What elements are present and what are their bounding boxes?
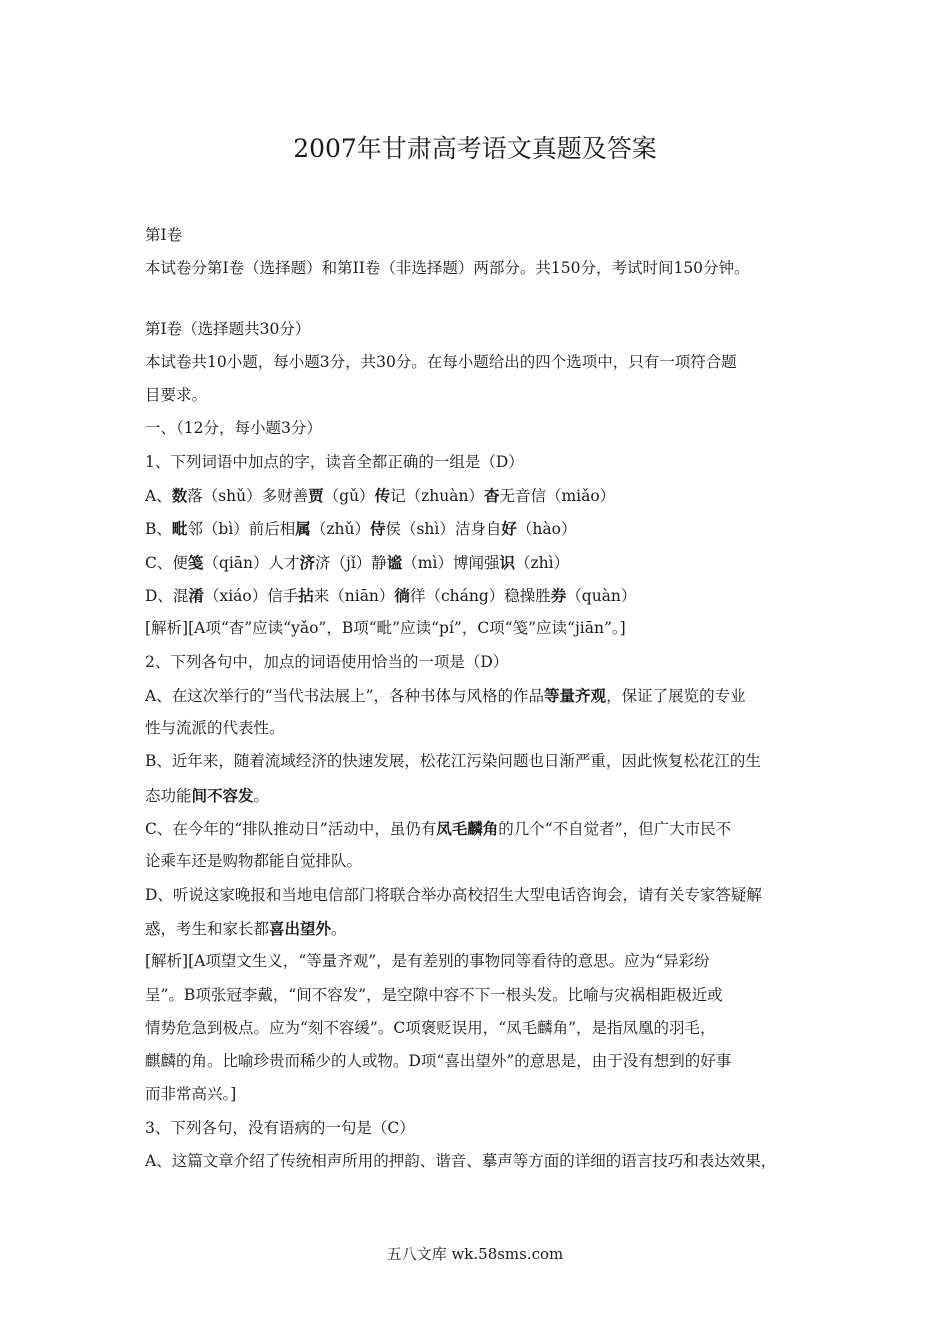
text-segment: 。 bbox=[253, 786, 270, 805]
emphasized-text: 凤毛麟角 bbox=[436, 819, 499, 839]
page-title: 2007年甘肃高考语文真题及答案 bbox=[293, 134, 657, 163]
text-line bbox=[145, 812, 825, 845]
emphasized-text: 徜 bbox=[394, 585, 410, 605]
emphasized-text: 数 bbox=[171, 486, 188, 506]
text-line bbox=[145, 1078, 825, 1111]
emphasized-text: 券 bbox=[550, 585, 567, 605]
emphasized-text: 属 bbox=[295, 519, 311, 539]
text-segment: 惑，考生和家长都 bbox=[145, 919, 270, 938]
text-line bbox=[145, 313, 825, 346]
text-line bbox=[145, 612, 825, 645]
text-line bbox=[145, 779, 825, 812]
text-segment: D、混 bbox=[145, 586, 189, 605]
text-segment: 本试卷共10小题，每小题3分，共30分。在每小题给出的四个选项中，只有一项符合题 bbox=[145, 352, 737, 371]
text-segment: 无音信（miǎo） bbox=[499, 487, 616, 506]
text-segment: 第Ⅰ卷 bbox=[145, 226, 183, 244]
text-segment: [解析][A项“杳”应读“yǎo”，B项“毗”应读“pí”，C项“笺”应读“jiān”。] bbox=[145, 619, 626, 638]
text-segment: 态功能 bbox=[145, 786, 192, 805]
text-segment: 第Ⅰ卷（选择题共30分） bbox=[145, 319, 311, 338]
text-line bbox=[145, 379, 825, 412]
text-segment: 性与流派的代表性。 bbox=[145, 719, 285, 738]
text-line bbox=[145, 252, 825, 285]
text-line bbox=[145, 219, 825, 252]
text-segment: （zhì） bbox=[514, 553, 570, 572]
text-line bbox=[145, 712, 825, 745]
paragraph-gap bbox=[145, 286, 825, 313]
text-segment: （hào） bbox=[516, 520, 577, 539]
text-segment: （gǔ） bbox=[323, 487, 375, 506]
text-line bbox=[145, 479, 825, 512]
text-line bbox=[145, 546, 825, 579]
text-segment: A、这篇文章介绍了传统相声所用的押韵、谐音、摹声等方面的详细的语言技巧和表达效果， bbox=[145, 1152, 777, 1171]
text-line bbox=[145, 1112, 825, 1145]
text-line bbox=[145, 845, 825, 878]
emphasized-text: 谧 bbox=[386, 552, 403, 572]
text-line bbox=[145, 346, 825, 379]
text-segment: 来（niān） bbox=[313, 586, 395, 605]
text-segment: 1、下列词语中加点的字，读音全都正确的一组是（D） bbox=[145, 452, 524, 471]
text-segment: 情势危急到极点。应为“刻不容缓”。C项褒贬误用，“凤毛麟角”，是指凤凰的羽毛， bbox=[145, 1018, 716, 1037]
emphasized-text: 传 bbox=[374, 486, 391, 506]
text-segment: A、 bbox=[145, 487, 172, 506]
text-segment: 邻（bì）前后相 bbox=[187, 520, 296, 539]
text-line bbox=[145, 745, 825, 778]
text-line bbox=[145, 579, 825, 612]
text-segment: 2、下列各句中，加点的词语使用恰当的一项是（D） bbox=[145, 652, 509, 671]
text-segment: 徉（cháng）稳操胜 bbox=[409, 586, 551, 605]
text-segment: 3、下列各句，没有语病的一句是（C） bbox=[145, 1118, 415, 1137]
emphasized-text: 拈 bbox=[298, 585, 314, 605]
text-segment: （qiān）人才 bbox=[203, 553, 300, 572]
text-segment: （zhǔ） bbox=[310, 520, 370, 539]
text-segment: A、在这次举行的“当代书法展上”，各种书体与风格的作品 bbox=[145, 686, 545, 705]
emphasized-text: 喜出望外 bbox=[269, 918, 332, 938]
text-segment: （quàn） bbox=[566, 586, 637, 605]
text-segment: C、便 bbox=[145, 553, 188, 572]
text-line bbox=[145, 412, 825, 445]
text-line bbox=[145, 879, 825, 912]
text-line bbox=[145, 912, 825, 945]
text-segment: 一、（12分，每小题3分） bbox=[145, 419, 322, 438]
text-segment: 麒麟的角。比喻珍贵而稀少的人或物。D项“喜出望外”的意思是，由于没有想到的好事 bbox=[145, 1052, 732, 1071]
text-segment: 呈”。B项张冠李戴，“间不容发”，是空隙中容不下一根头发。比喻与灾祸相距极近或 bbox=[145, 985, 723, 1004]
text-segment: 落（shǔ）多财善 bbox=[187, 487, 309, 506]
emphasized-text: 等量齐观 bbox=[544, 685, 607, 705]
emphasized-text: 贾 bbox=[308, 486, 324, 506]
text-line bbox=[145, 945, 825, 978]
text-segment: 。 bbox=[331, 919, 347, 938]
text-segment: （xiáo）信手 bbox=[203, 586, 299, 605]
text-segment: 而非常高兴。] bbox=[145, 1085, 237, 1104]
text-line bbox=[145, 979, 825, 1012]
text-segment: 本试卷分第Ⅰ卷（选择题）和第II卷（非选择题）两部分。共150分，考试时间150分钟。 bbox=[145, 259, 750, 278]
text-segment: 记（zhuàn） bbox=[390, 487, 484, 506]
text-segment: 目要求。 bbox=[145, 386, 208, 405]
text-segment: 侯（shì）洁身自 bbox=[385, 520, 502, 539]
text-line bbox=[145, 1145, 825, 1178]
text-line bbox=[145, 646, 825, 679]
document-body bbox=[145, 219, 825, 1178]
text-segment: C、在今年的“排队推动日”活动中，虽仍有 bbox=[145, 820, 437, 839]
text-line bbox=[145, 679, 825, 712]
emphasized-text: 济 bbox=[299, 552, 316, 572]
text-line bbox=[145, 512, 825, 545]
text-segment: 济（jǐ）静 bbox=[315, 553, 387, 572]
emphasized-text: 识 bbox=[499, 552, 515, 572]
emphasized-text: 笺 bbox=[187, 552, 204, 572]
text-segment: [解析][A项望文生义，“等量齐观”，是有差别的事物同等看待的意思。应为“异彩纷 bbox=[145, 952, 710, 971]
footer-watermark: 五八文库 wk.58sms.com bbox=[386, 1245, 564, 1263]
emphasized-text: 间不容发 bbox=[191, 785, 254, 805]
text-segment: 论乘车还是购物都能自觉排队。 bbox=[145, 852, 363, 871]
text-line bbox=[145, 446, 825, 479]
emphasized-text: 好 bbox=[501, 519, 517, 539]
text-segment: B、近年来，随着流域经济的快速发展，松花江污染问题也日渐严重，因此恢复松花江的生 bbox=[145, 752, 761, 771]
emphasized-text: 杳 bbox=[483, 486, 500, 506]
text-line bbox=[145, 1012, 825, 1045]
text-segment: （mì）博闻强 bbox=[402, 553, 500, 572]
text-segment: ，保证了展览的专业 bbox=[606, 686, 746, 705]
emphasized-text: 侍 bbox=[369, 519, 386, 539]
text-segment: 的几个“不自觉者”，但广大市民不 bbox=[498, 820, 732, 839]
emphasized-text: 毗 bbox=[171, 519, 188, 539]
text-line bbox=[145, 1045, 825, 1078]
emphasized-text: 淆 bbox=[188, 585, 204, 605]
text-segment: B、 bbox=[145, 520, 172, 539]
text-segment: D、听说这家晚报和当地电信部门将联合举办高校招生大型电话咨询会，请有关专家答疑解 bbox=[145, 885, 762, 904]
